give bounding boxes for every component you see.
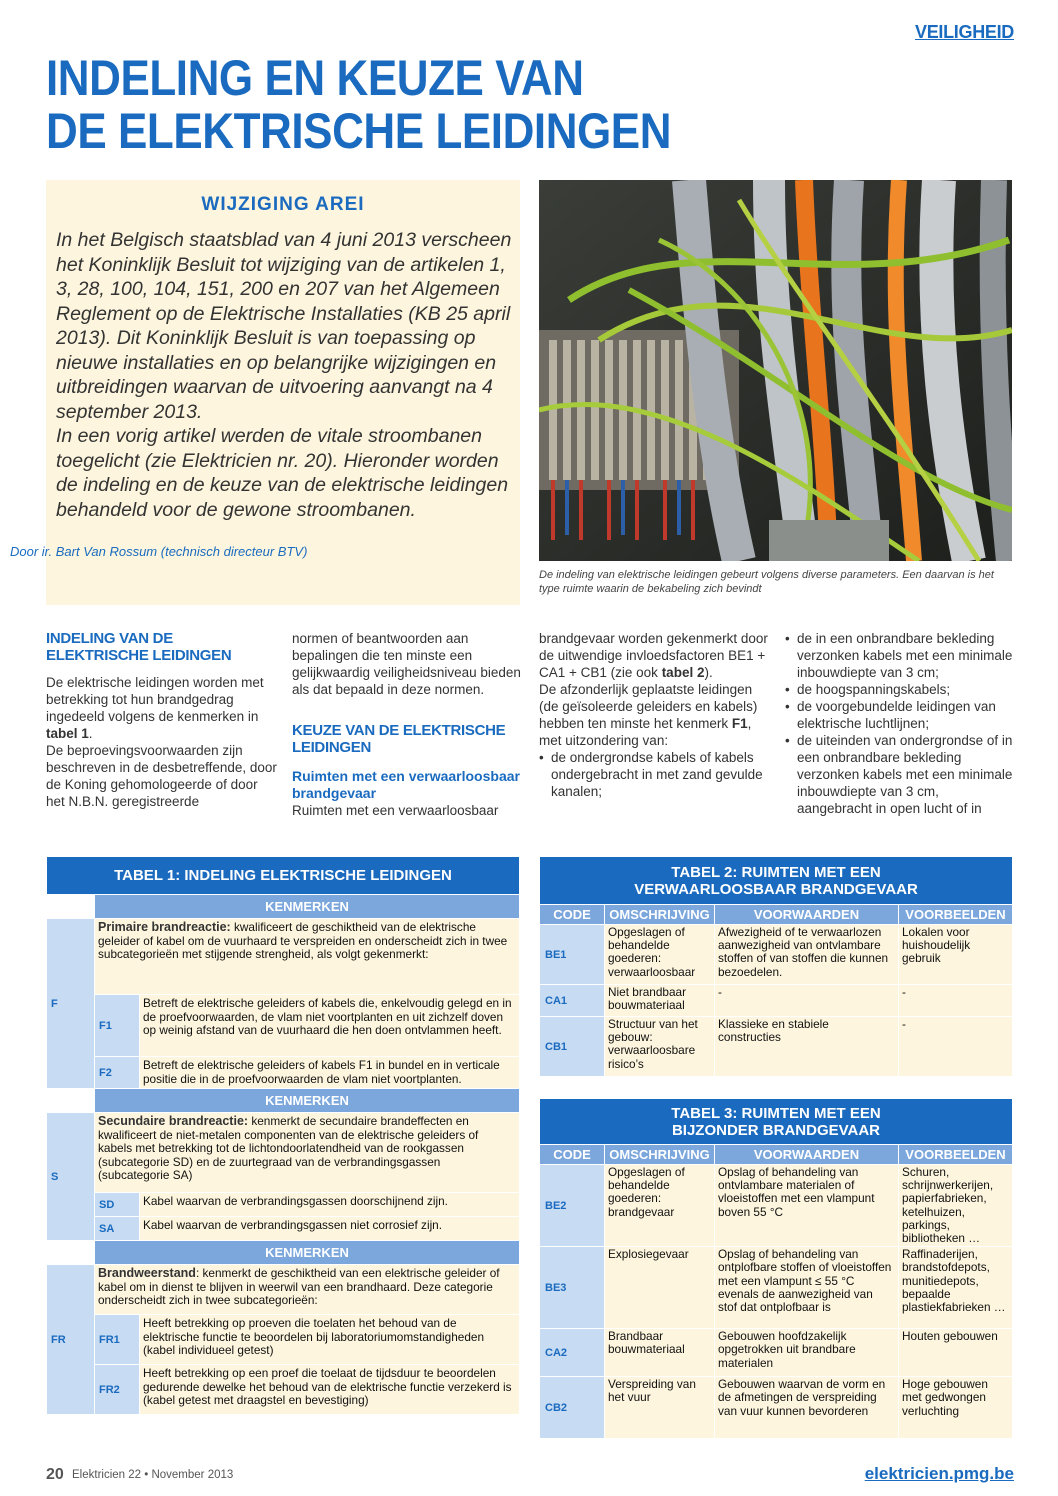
table-1-row-text: Kabel waarvan de verbrandingsgassen niet corrosief zijn.: [140, 1217, 520, 1241]
bullet-item: • de ondergrondse kabels of kabels ondergebracht in met zand gevulde kanalen;: [539, 749, 771, 800]
page-title: [46, 52, 750, 158]
table-2-col-header: OMSCHRIJVING: [605, 905, 715, 925]
bullet-item: • de uiteinden van ondergrondse of in een onbrandbare bekleding verzonken kabels met een minimale inbouwdiepte van 3 cm, aangebracht in open lucht of in: [785, 732, 1017, 817]
table-1-subcode: FR1: [95, 1315, 140, 1365]
table-2-code: BE1: [540, 925, 605, 985]
cable-photo-illustration: [539, 180, 1012, 561]
table-3-cell: Gebouwen hoofdzakelijk opgetrokken uit brandbare materialen: [715, 1329, 899, 1377]
title-line-1: INDELING EN KEUZE VAN: [46, 50, 584, 106]
table-3-cell: Opgeslagen of behandelde goederen: brandgevaar: [605, 1165, 715, 1247]
bullet-item: • de hoogspanningskabels;: [785, 681, 1017, 698]
table-3-cell: Opslag of behandeling van ontplofbare stoffen of vloeistoffen met een vlampunt ≤ 55 °C evenals de aanwezigheid van stof dat ontplofbaar is: [715, 1247, 899, 1329]
heading-keuze: KEUZE VAN DE ELEKTRISCHE LEIDINGEN: [292, 722, 506, 756]
table-3-cell: Schuren, schrijnwerkerijen, papierfabrieken, ketelhuizen, parkings, bibliotheken …: [899, 1165, 1013, 1247]
title-line-2: DE ELEKTRISCHE LEIDINGEN: [46, 103, 672, 159]
table-1: [46, 856, 520, 1415]
table-2-title: TABEL 2: RUIMTEN MET EEN VERWAARLOOSBAAR BRANDGEVAAR: [540, 857, 1013, 905]
table-2-cell: Structuur van het gebouw: verwaarloosbare risico’s: [605, 1017, 715, 1077]
body-paragraph-3: normen of beantwoorden aan bepalingen die ten minste een gelijkwaardig veiligheidsniveau bieden als dat bepaald in deze normen.: [292, 631, 521, 697]
table-2-cell: Niet brandbaar bouwmateriaal: [605, 985, 715, 1017]
table-2-col-header: CODE: [540, 905, 605, 925]
table-3-cell: Houten gebouwen: [899, 1329, 1013, 1377]
table-3-col-header: CODE: [540, 1145, 605, 1165]
byline: Door ir. Bart Van Rossum (technisch directeur BTV): [10, 544, 308, 559]
intro-heading: WIJZIGING AREI: [201, 194, 365, 215]
website-link[interactable]: elektricien.pmg.be: [864, 1464, 1014, 1483]
table-1-subcode: F2: [95, 1057, 140, 1089]
table-3-col-header: VOORBEELDEN: [899, 1145, 1013, 1165]
heading-indeling: INDELING VAN DE ELEKTRISCHE LEIDINGEN: [46, 630, 232, 664]
table-1-row-text: Betreft de elektrische geleiders of kabels die, enkelvoudig gelegd en in de proefvoorwaarden, de vlam niet voortplanten en uit zichzelf doven op weinig afstand van de vuurhaard die hen doen ontvlammen heeft.: [140, 995, 520, 1057]
table-3-code: CA2: [540, 1329, 605, 1377]
table-1-title: TABEL 1: INDELING ELEKTRISCHE LEIDINGEN: [47, 857, 520, 895]
table-3-cell: Raffinaderijen, brandstofdepots, munitiedepots, bepaalde plastiekfabrieken …: [899, 1247, 1013, 1329]
table-3-code: BE2: [540, 1165, 605, 1247]
table-1-code-cell: S: [47, 1113, 95, 1241]
table-2-cell: Klassieke en stabiele constructies: [715, 1017, 899, 1077]
body-paragraph-6: De afzonderlijk geplaatste leidingen (de geïsoleerde geleiders en kabels) hebben ten minste het kenmerk F1, met uitzondering van:: [539, 682, 758, 748]
table-1-row-text: Betreft de elektrische geleiders of kabels F1 in bundel en in verticale positie die in de proefvoorwaarden de vlam niet voortplanten.: [140, 1057, 520, 1089]
table-1-intro-cell: Primaire brandreactie: kwalificeert de geschiktheid van de elektrische geleider of kabel om de vuurhaard te verspreiden en onderscheidt zich in twee subcategorieën met stijgende strengheid, als volgt gekenmerkt:: [95, 919, 520, 995]
table-3-col-header: VOORWAARDEN: [715, 1145, 899, 1165]
table-1-intro-cell: Secundaire brandreactie: kenmerkt de secundaire brandeffecten en kwalificeert de niet-metalen componenten van de elektrische geleiders of kabels met betrekking tot de lichtondoorlatendheid van de rookgassen (subcategorie SD) en de zuurtegraad van de verbrandingsgassen (subcategorie SA): [95, 1113, 520, 1193]
table-3-cell: Opslag of behandeling van ontvlambare materialen of vloeistoffen met een vlampunt boven 55 °C: [715, 1165, 899, 1247]
intro-box: [46, 180, 520, 605]
table-1-section-header: KENMERKEN: [95, 1089, 520, 1113]
table-3-col-header: OMSCHRIJVING: [605, 1145, 715, 1165]
table-2-cell: -: [715, 985, 899, 1017]
table-2-cell: Afwezigheid of te verwaarlozen aanwezigheid van ontvlambare stoffen of van stoffen die kunnen bezoedelen.: [715, 925, 899, 985]
table-1-code-cell: F: [47, 919, 95, 1089]
table-2-cell: -: [899, 1017, 1013, 1077]
intro-text: [56, 228, 516, 522]
column-2: [292, 630, 524, 819]
photo-caption: De indeling van elektrische leidingen gebeurt volgens diverse parameters. Een daarvan is het type ruimte waarin de bekabeling zich bevindt: [539, 569, 994, 595]
section-tag[interactable]: VEILIGHEID: [914, 22, 1014, 42]
table-2-code: CB1: [540, 1017, 605, 1077]
table-1-subcode: SD: [95, 1193, 140, 1217]
body-paragraph-5: brandgevaar worden gekenmerkt door de uitwendige invloedsfactoren BE1 + CA1 + CB1 (zie ook tabel 2).: [539, 631, 768, 680]
table-3-cell: Verspreiding van het vuur: [605, 1377, 715, 1439]
intro-paragraph-2: In een vorig artikel werden de vitale stroombanen toegelicht (zie Elektricien nr. 20). Hieronder worden de indeling en de keuze van de elektrische leidingen behandeld voor de gewone stroombanen.: [56, 425, 509, 521]
table-1-code-cell: FR: [47, 1265, 95, 1415]
table-3-cell: Hoge gebouwen met gedwongen verluchting: [899, 1377, 1013, 1439]
table-3-code: CB2: [540, 1377, 605, 1439]
page-number: 20: [46, 1466, 64, 1483]
table-3-title: TABEL 3: RUIMTEN MET EEN BIJZONDER BRANDGEVAAR: [540, 1099, 1013, 1145]
body-paragraph-1: De elektrische leidingen worden met betrekking tot hun brandgedrag ingedeeld volgens de kenmerken in tabel 1.: [46, 675, 264, 741]
column-4: [785, 630, 1017, 817]
heading-ruimten: Ruimten met een verwaarloosbaar brandgevaar: [292, 768, 520, 801]
table-3-cell: Brandbaar bouwmateriaal: [605, 1329, 715, 1377]
cable-photo: [539, 180, 1012, 561]
table-3: [539, 1098, 1013, 1439]
table-2-cell: -: [899, 985, 1013, 1017]
intro-paragraph-1: In het Belgisch staatsblad van 4 juni 2013 verscheen het Koninklijk Besluit tot wijziging van de artikelen 1, 3, 28, 100, 104, 151, 200 en 207 van het Algemeen Reglement op de Elektrische Installaties (KB 25 april 2013). Dit Koninklijk Besluit is van toepassing op nieuwe installaties en op belangrijke wijzigingen en uitbreidingen waarvan de uitvoering aanvangt na 4 september 2013.: [56, 229, 512, 423]
body-paragraph-4: Ruimten met een verwaarloosbaar: [292, 803, 499, 818]
table-2-col-header: VOORWAARDEN: [715, 905, 899, 925]
column-1: [46, 630, 278, 810]
table-1-section-header: KENMERKEN: [95, 1241, 520, 1265]
table-1-subcode: F1: [95, 995, 140, 1057]
table-2-code: CA1: [540, 985, 605, 1017]
table-1-intro-cell: Brandweerstand: kenmerkt de geschiktheid van een elektrische geleider of kabel om in dienst te blijven in weerwil van een brandhaard. Deze categorie onderscheidt zich in twee subcategorieën:: [95, 1265, 520, 1315]
bullet-item: • de voorgebundelde leidingen van elektrische luchtlijnen;: [785, 698, 1017, 732]
table-2-cell: Opgeslagen of behandelde goederen: verwaarloosbaar: [605, 925, 715, 985]
magazine-issue: Elektricien 22 • November 2013: [72, 1469, 234, 1481]
table-1-subcode: SA: [95, 1217, 140, 1241]
table-1-section-header: KENMERKEN: [95, 895, 520, 919]
table-1-subcode: FR2: [95, 1365, 140, 1415]
table-2-cell: Lokalen voor huishoudelijk gebruik: [899, 925, 1013, 985]
body-paragraph-2: De beproevingsvoorwaarden zijn beschreven in de desbetreffende, door de Koning gehomologeerde of door het N.B.N. geregistreerde: [46, 743, 277, 809]
table-1-row-text: Heeft betrekking op een proef die toelaat de tijdsduur te beoordelen gedurende dewelke het behoud van de elektrische functie verzekerd is (kabel getest met draagstel en bevestiging): [140, 1365, 520, 1415]
table-2: [539, 856, 1013, 1077]
table-1-row-text: Kabel waarvan de verbrandingsgassen doorschijnend zijn.: [140, 1193, 520, 1217]
column-3: [539, 630, 771, 800]
bullet-item: • de in een onbrandbare bekleding verzonken kabels met een minimale inbouwdiepte van 3 cm;: [785, 630, 1017, 681]
table-3-code: BE3: [540, 1247, 605, 1329]
table-1-row-text: Heeft betrekking op proeven die toelaten het behoud van de elektrische functie te beoordelen bij laboratoriumomstandigheden (kabel individueel getest): [140, 1315, 520, 1365]
table-2-col-header: VOORBEELDEN: [899, 905, 1013, 925]
table-3-cell: Explosiegevaar: [605, 1247, 715, 1329]
table-3-cell: Gebouwen waarvan de vorm en de afmetingen de verspreiding van vuur kunnen bevorderen: [715, 1377, 899, 1439]
